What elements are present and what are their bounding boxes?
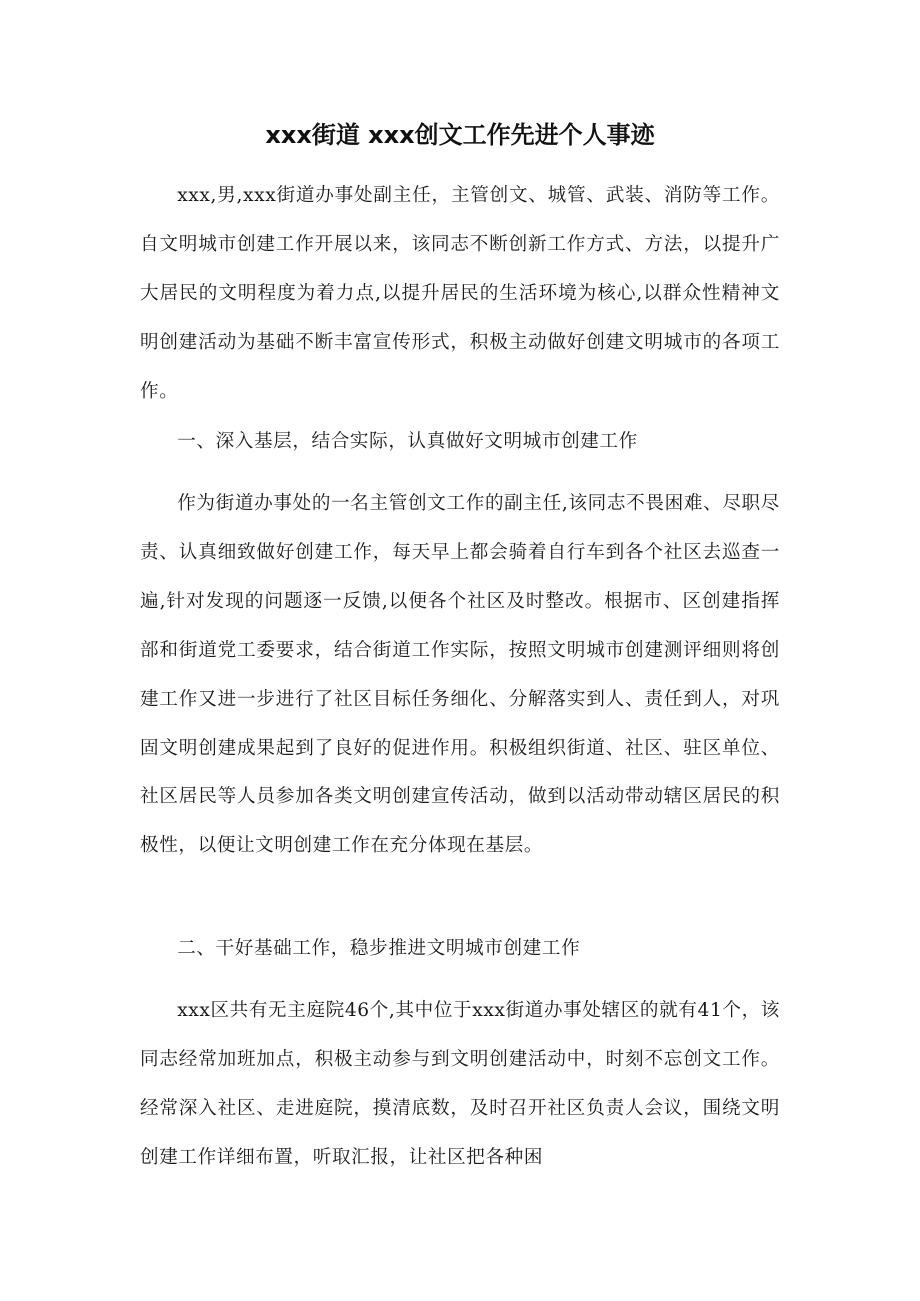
paragraph-intro: xxx,男,xxx街道办事处副主任，主管创文、城管、武装、消防等工作。自文明城市创建工作开展以来，该同志不断创新工作方式、方法，以提升广大居民的文明程度为着力点,以提升居民的生活环境为核心,以群众性精神文明创建活动为基础不断丰富宣传形式，积极主动做好创建文明城市的各项工作。	[140, 185, 780, 402]
section-heading-1: 一、深入基层，结合实际，认真做好文明城市创建工作	[177, 431, 638, 452]
document-title: xxx街道 xxx创文工作先进个人事迹	[265, 121, 655, 149]
section-heading-2: 二、干好基础工作，稳步推进文明城市创建工作	[177, 938, 581, 959]
paragraph-section-2: xxx区共有无主庭院46个,其中位于xxx街道办事处辖区的就有41个，该同志经常加班加点，积极主动参与到文明创建活动中，时刻不忘创文工作。经常深入社区、走进庭院，摸清底数，及时召开社区负责人会议，围绕文明创建工作详细布置，听取汇报，让社区把各种困	[140, 1000, 780, 1168]
paragraph-section-1: 作为街道办事处的一名主管创文工作的副主任,该同志不畏困难、尽职尽责、认真细致做好创建工作，每天早上都会骑着自行车到各个社区去巡查一遍,针对发现的问题逐一反馈,以便各个社区及时整改。根据市、区创建指挥部和街道党工委要求，结合街道工作实际，按照文明城市创建测评细则将创建工作又进一步进行了社区目标任务细化、分解落实到人、责任到人，对巩固文明创建成果起到了良好的促进作用。积极组织街道、社区、驻区单位、社区居民等人员参加各类文明创建宣传活动，做到以活动带动辖区居民的积极性，以便让文明创建工作在充分体现在基层。	[140, 493, 780, 857]
